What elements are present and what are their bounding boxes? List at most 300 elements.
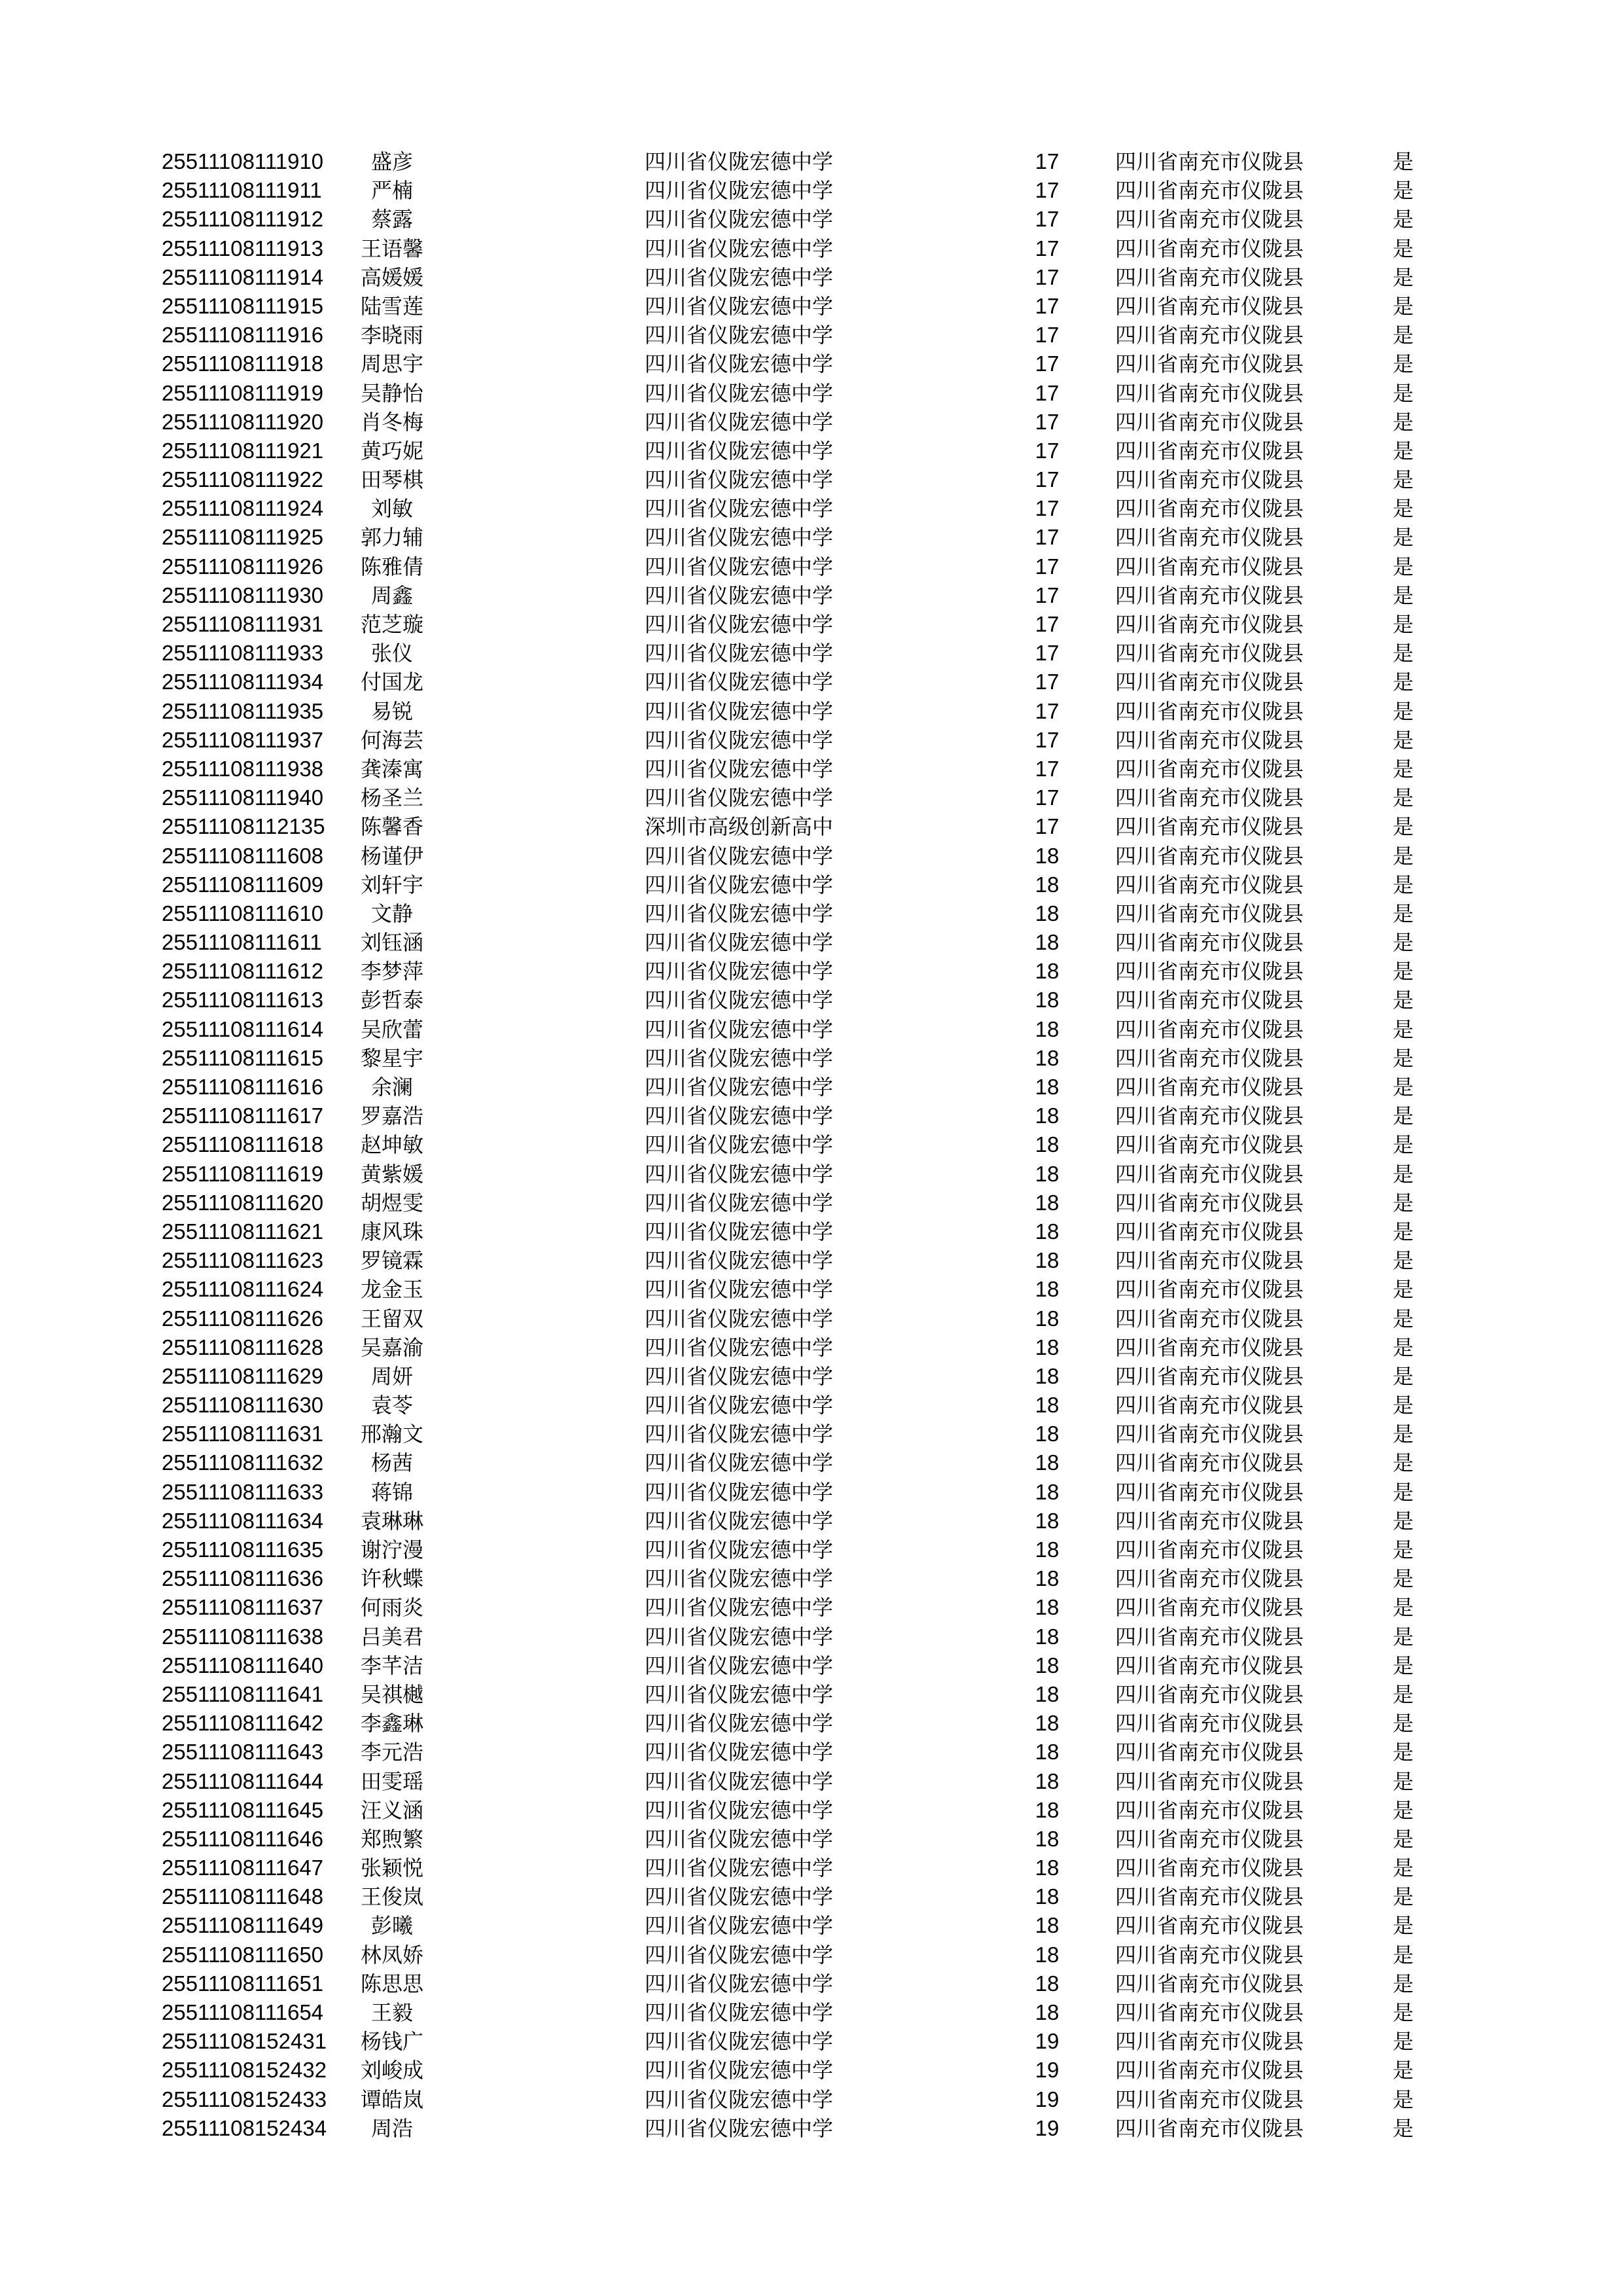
table-row xyxy=(0,1073,1623,1102)
student-name-cell: 杨圣兰 xyxy=(360,785,423,811)
table-row xyxy=(0,1680,1623,1709)
school-cell: 四川省仪陇宏德中学 xyxy=(645,1740,834,1765)
age-cell: 17 xyxy=(1035,670,1060,694)
eligibility-flag-cell: 是 xyxy=(1393,2000,1414,2025)
age-cell: 17 xyxy=(1035,149,1060,173)
region-cell: 四川省南充市仪陇县 xyxy=(1115,1132,1304,1158)
student-name-cell: 周浩 xyxy=(370,2115,413,2141)
student-id-cell: 25511108111635 xyxy=(162,1537,324,1562)
student-id-cell: 25511108111641 xyxy=(162,1681,324,1706)
school-cell: 四川省仪陇宏德中学 xyxy=(645,583,834,608)
school-cell: 四川省仪陇宏德中学 xyxy=(645,236,834,261)
age-cell: 18 xyxy=(1035,1422,1060,1446)
school-cell: 四川省仪陇宏德中学 xyxy=(645,843,834,869)
table-row xyxy=(0,1911,1623,1940)
region-cell: 四川省南充市仪陇县 xyxy=(1115,554,1304,579)
region-cell: 四川省南充市仪陇县 xyxy=(1115,1768,1304,1794)
student-id-cell: 25511108111619 xyxy=(162,1161,324,1186)
student-id-cell: 25511108111645 xyxy=(162,1797,324,1822)
student-id-cell: 25511108111612 xyxy=(162,959,324,984)
table-row xyxy=(0,263,1623,292)
eligibility-flag-cell: 是 xyxy=(1393,207,1414,232)
eligibility-flag-cell: 是 xyxy=(1393,1768,1414,1794)
student-name-cell: 李元浩 xyxy=(360,1740,423,1765)
student-id-cell: 25511108111644 xyxy=(162,1768,324,1793)
region-cell: 四川省南充市仪陇县 xyxy=(1115,1942,1304,1967)
region-cell: 四川省南充市仪陇县 xyxy=(1115,1422,1304,1447)
student-name-cell: 田琴棋 xyxy=(360,467,423,493)
table-row xyxy=(0,639,1623,668)
age-cell: 17 xyxy=(1035,323,1060,348)
age-cell: 18 xyxy=(1035,1479,1060,1504)
table-row xyxy=(0,1246,1623,1275)
age-cell: 18 xyxy=(1035,1595,1060,1620)
student-name-cell: 龙金玉 xyxy=(360,1277,423,1302)
table-row xyxy=(0,1796,1623,1825)
table-row xyxy=(0,1593,1623,1622)
region-cell: 四川省南充市仪陇县 xyxy=(1115,2115,1304,2141)
student-name-cell: 蔡露 xyxy=(370,207,413,232)
student-name-cell: 严楠 xyxy=(370,178,413,204)
student-name-cell: 吴祺樾 xyxy=(360,1681,423,1707)
table-row xyxy=(0,321,1623,350)
table-row xyxy=(0,1507,1623,1535)
eligibility-flag-cell: 是 xyxy=(1393,1479,1414,1505)
eligibility-flag-cell: 是 xyxy=(1393,1363,1414,1389)
table-row xyxy=(0,1623,1623,1651)
region-cell: 四川省南充市仪陇县 xyxy=(1115,1884,1304,1910)
table-row xyxy=(0,1275,1623,1304)
age-cell: 17 xyxy=(1035,698,1060,723)
eligibility-flag-cell: 是 xyxy=(1393,2087,1414,2112)
student-name-cell: 易锐 xyxy=(370,698,413,724)
school-cell: 四川省仪陇宏德中学 xyxy=(645,901,834,926)
age-cell: 18 xyxy=(1035,1045,1060,1070)
student-name-cell: 彭曦 xyxy=(370,1913,413,1939)
table-row xyxy=(0,1160,1623,1189)
age-cell: 18 xyxy=(1035,1826,1060,1851)
student-name-cell: 郭力辅 xyxy=(360,525,423,550)
age-cell: 17 xyxy=(1035,496,1060,521)
school-cell: 四川省仪陇宏德中学 xyxy=(645,1681,834,1707)
student-id-cell: 25511108152434 xyxy=(162,2115,327,2140)
student-id-cell: 25511108111915 xyxy=(162,293,324,318)
student-name-cell: 黄紫媛 xyxy=(360,1161,423,1187)
student-id-cell: 25511108111920 xyxy=(162,409,324,434)
student-name-cell: 罗镜霖 xyxy=(360,1248,423,1274)
school-cell: 四川省仪陇宏德中学 xyxy=(645,872,834,897)
table-row xyxy=(0,234,1623,263)
eligibility-flag-cell: 是 xyxy=(1393,2058,1414,2083)
student-name-cell: 罗嘉浩 xyxy=(360,1103,423,1129)
eligibility-flag-cell: 是 xyxy=(1393,756,1414,781)
age-cell: 18 xyxy=(1035,1016,1060,1041)
student-name-cell: 汪义涵 xyxy=(360,1797,423,1823)
student-id-cell: 25511108111654 xyxy=(162,2000,324,2024)
school-cell: 四川省仪陇宏德中学 xyxy=(645,1132,834,1158)
student-name-cell: 李芊洁 xyxy=(360,1653,423,1678)
region-cell: 四川省南充市仪陇县 xyxy=(1115,2087,1304,2112)
school-cell: 四川省仪陇宏德中学 xyxy=(645,380,834,406)
eligibility-flag-cell: 是 xyxy=(1393,670,1414,695)
table-row xyxy=(0,1102,1623,1130)
eligibility-flag-cell: 是 xyxy=(1393,901,1414,926)
student-id-cell: 25511108152431 xyxy=(162,2029,327,2054)
region-cell: 四川省南充市仪陇县 xyxy=(1115,843,1304,869)
region-cell: 四川省南充市仪陇县 xyxy=(1115,583,1304,608)
school-cell: 四川省仪陇宏德中学 xyxy=(645,727,834,753)
school-cell: 四川省仪陇宏德中学 xyxy=(645,1335,834,1360)
student-list-table xyxy=(0,147,1623,2143)
eligibility-flag-cell: 是 xyxy=(1393,698,1414,724)
eligibility-flag-cell: 是 xyxy=(1393,351,1414,377)
student-id-cell: 25511108111931 xyxy=(162,612,324,636)
student-id-cell: 25511108111636 xyxy=(162,1566,324,1591)
age-cell: 18 xyxy=(1035,901,1060,925)
region-cell: 四川省南充市仪陇县 xyxy=(1115,1075,1304,1100)
table-row xyxy=(0,523,1623,552)
student-id-cell: 25511108111634 xyxy=(162,1508,324,1533)
age-cell: 18 xyxy=(1035,1075,1060,1099)
eligibility-flag-cell: 是 xyxy=(1393,1045,1414,1071)
eligibility-flag-cell: 是 xyxy=(1393,641,1414,666)
school-cell: 四川省仪陇宏德中学 xyxy=(645,149,834,174)
student-name-cell: 周鑫 xyxy=(370,583,413,608)
age-cell: 18 xyxy=(1035,1306,1060,1331)
student-id-cell: 25511108111648 xyxy=(162,1884,324,1909)
table-row xyxy=(0,1709,1623,1738)
eligibility-flag-cell: 是 xyxy=(1393,1711,1414,1736)
student-id-cell: 25511108111935 xyxy=(162,698,324,723)
eligibility-flag-cell: 是 xyxy=(1393,2029,1414,2054)
region-cell: 四川省南充市仪陇县 xyxy=(1115,2000,1304,2025)
region-cell: 四川省南充市仪陇县 xyxy=(1115,525,1304,550)
school-cell: 四川省仪陇宏德中学 xyxy=(645,1045,834,1071)
student-id-cell: 25511108111624 xyxy=(162,1277,324,1302)
eligibility-flag-cell: 是 xyxy=(1393,1161,1414,1187)
student-id-cell: 25511108111628 xyxy=(162,1335,324,1359)
table-row xyxy=(0,668,1623,696)
region-cell: 四川省南充市仪陇县 xyxy=(1115,467,1304,493)
eligibility-flag-cell: 是 xyxy=(1393,1595,1414,1621)
region-cell: 四川省南充市仪陇县 xyxy=(1115,814,1304,840)
school-cell: 四川省仪陇宏德中学 xyxy=(645,1508,834,1534)
table-row xyxy=(0,1478,1623,1507)
student-name-cell: 王俊岚 xyxy=(360,1884,423,1910)
eligibility-flag-cell: 是 xyxy=(1393,988,1414,1013)
school-cell: 四川省仪陇宏德中学 xyxy=(645,264,834,290)
eligibility-flag-cell: 是 xyxy=(1393,554,1414,579)
school-cell: 四川省仪陇宏德中学 xyxy=(645,959,834,984)
school-cell: 四川省仪陇宏德中学 xyxy=(645,1306,834,1331)
region-cell: 四川省南充市仪陇县 xyxy=(1115,1161,1304,1187)
region-cell: 四川省南充市仪陇县 xyxy=(1115,1479,1304,1505)
school-cell: 四川省仪陇宏德中学 xyxy=(645,178,834,204)
eligibility-flag-cell: 是 xyxy=(1393,1537,1414,1562)
table-row xyxy=(0,437,1623,465)
age-cell: 18 xyxy=(1035,1450,1060,1475)
table-row xyxy=(0,870,1623,899)
table-row xyxy=(0,350,1623,378)
student-name-cell: 陈雅倩 xyxy=(360,554,423,579)
region-cell: 四川省南充市仪陇县 xyxy=(1115,351,1304,377)
region-cell: 四川省南充市仪陇县 xyxy=(1115,1335,1304,1360)
student-name-cell: 谢泞漫 xyxy=(360,1537,423,1562)
age-cell: 19 xyxy=(1035,2087,1060,2111)
eligibility-flag-cell: 是 xyxy=(1393,612,1414,637)
student-name-cell: 吕美君 xyxy=(360,1624,423,1649)
student-id-cell: 25511108111914 xyxy=(162,264,324,289)
age-cell: 17 xyxy=(1035,207,1060,232)
student-name-cell: 杨钱广 xyxy=(360,2029,423,2054)
region-cell: 四川省南充市仪陇县 xyxy=(1115,1595,1304,1621)
school-cell: 四川省仪陇宏德中学 xyxy=(645,1711,834,1736)
student-name-cell: 王毅 xyxy=(370,2000,413,2025)
student-name-cell: 黎星宇 xyxy=(360,1045,423,1071)
region-cell: 四川省南充市仪陇县 xyxy=(1115,1103,1304,1129)
table-row xyxy=(0,1448,1623,1477)
age-cell: 17 xyxy=(1035,293,1060,318)
student-name-cell: 谭皓岚 xyxy=(360,2087,423,2112)
school-cell: 四川省仪陇宏德中学 xyxy=(645,1797,834,1823)
age-cell: 19 xyxy=(1035,2029,1060,2054)
school-cell: 四川省仪陇宏德中学 xyxy=(645,409,834,435)
table-row xyxy=(0,1854,1623,1882)
table-row xyxy=(0,1767,1623,1796)
school-cell: 四川省仪陇宏德中学 xyxy=(645,1363,834,1389)
table-row xyxy=(0,842,1623,870)
eligibility-flag-cell: 是 xyxy=(1393,1450,1414,1476)
table-row xyxy=(0,147,1623,176)
student-name-cell: 杨茜 xyxy=(370,1450,413,1476)
student-id-cell: 25511108111630 xyxy=(162,1393,324,1418)
school-cell: 四川省仪陇宏德中学 xyxy=(645,1161,834,1187)
age-cell: 18 xyxy=(1035,1277,1060,1302)
age-cell: 18 xyxy=(1035,1103,1060,1128)
school-cell: 四川省仪陇宏德中学 xyxy=(645,1393,834,1418)
eligibility-flag-cell: 是 xyxy=(1393,149,1414,174)
student-id-cell: 25511108111646 xyxy=(162,1826,324,1851)
student-name-cell: 杨谨伊 xyxy=(360,843,423,869)
student-id-cell: 25511108111940 xyxy=(162,785,324,810)
student-id-cell: 25511108111642 xyxy=(162,1711,324,1736)
region-cell: 四川省南充市仪陇县 xyxy=(1115,727,1304,753)
age-cell: 18 xyxy=(1035,1768,1060,1793)
school-cell: 四川省仪陇宏德中学 xyxy=(645,930,834,956)
region-cell: 四川省南充市仪陇县 xyxy=(1115,930,1304,956)
age-cell: 18 xyxy=(1035,1363,1060,1388)
student-id-cell: 25511108111637 xyxy=(162,1595,324,1620)
age-cell: 17 xyxy=(1035,814,1060,839)
student-id-cell: 25511108111638 xyxy=(162,1624,324,1649)
student-id-cell: 25511108111930 xyxy=(162,583,324,607)
student-id-cell: 25511108111620 xyxy=(162,1190,324,1215)
student-name-cell: 周妍 xyxy=(370,1363,413,1389)
region-cell: 四川省南充市仪陇县 xyxy=(1115,612,1304,637)
school-cell: 四川省仪陇宏德中学 xyxy=(645,670,834,695)
eligibility-flag-cell: 是 xyxy=(1393,1740,1414,1765)
age-cell: 17 xyxy=(1035,583,1060,607)
region-cell: 四川省南充市仪陇县 xyxy=(1115,236,1304,261)
student-name-cell: 吴嘉渝 xyxy=(360,1335,423,1360)
eligibility-flag-cell: 是 xyxy=(1393,1884,1414,1910)
eligibility-flag-cell: 是 xyxy=(1393,438,1414,463)
age-cell: 17 xyxy=(1035,727,1060,752)
student-name-cell: 范芝璇 xyxy=(360,612,423,637)
region-cell: 四川省南充市仪陇县 xyxy=(1115,1190,1304,1215)
region-cell: 四川省南充市仪陇县 xyxy=(1115,1856,1304,1881)
region-cell: 四川省南充市仪陇县 xyxy=(1115,698,1304,724)
school-cell: 深圳市高级创新高中 xyxy=(645,814,834,840)
student-id-cell: 25511108111631 xyxy=(162,1422,324,1446)
eligibility-flag-cell: 是 xyxy=(1393,467,1414,493)
age-cell: 18 xyxy=(1035,1971,1060,1996)
student-name-cell: 余澜 xyxy=(370,1075,413,1100)
eligibility-flag-cell: 是 xyxy=(1393,1306,1414,1331)
age-cell: 18 xyxy=(1035,1132,1060,1157)
school-cell: 四川省仪陇宏德中学 xyxy=(645,1624,834,1649)
eligibility-flag-cell: 是 xyxy=(1393,1422,1414,1447)
school-cell: 四川省仪陇宏德中学 xyxy=(645,1942,834,1967)
region-cell: 四川省南充市仪陇县 xyxy=(1115,409,1304,435)
student-id-cell: 25511108111647 xyxy=(162,1856,324,1880)
age-cell: 18 xyxy=(1035,1190,1060,1215)
student-id-cell: 25511108111918 xyxy=(162,351,324,376)
student-id-cell: 25511108111609 xyxy=(162,872,324,897)
region-cell: 四川省南充市仪陇县 xyxy=(1115,1306,1304,1331)
table-row xyxy=(0,1015,1623,1044)
school-cell: 四川省仪陇宏德中学 xyxy=(645,1190,834,1215)
student-id-cell: 25511108111912 xyxy=(162,207,324,232)
region-cell: 四川省南充市仪陇县 xyxy=(1115,1277,1304,1302)
region-cell: 四川省南充市仪陇县 xyxy=(1115,785,1304,811)
region-cell: 四川省南充市仪陇县 xyxy=(1115,1537,1304,1562)
eligibility-flag-cell: 是 xyxy=(1393,1856,1414,1881)
table-row xyxy=(0,1738,1623,1767)
age-cell: 17 xyxy=(1035,438,1060,463)
student-name-cell: 王留双 xyxy=(360,1306,423,1331)
student-name-cell: 彭哲泰 xyxy=(360,988,423,1013)
student-id-cell: 25511108111910 xyxy=(162,149,324,173)
table-row xyxy=(0,1333,1623,1362)
age-cell: 18 xyxy=(1035,872,1060,897)
student-id-cell: 25511108111611 xyxy=(162,930,322,955)
eligibility-flag-cell: 是 xyxy=(1393,409,1414,435)
region-cell: 四川省南充市仪陇县 xyxy=(1115,1248,1304,1274)
school-cell: 四川省仪陇宏德中学 xyxy=(645,1277,834,1302)
eligibility-flag-cell: 是 xyxy=(1393,583,1414,608)
school-cell: 四川省仪陇宏德中学 xyxy=(645,756,834,781)
school-cell: 四川省仪陇宏德中学 xyxy=(645,496,834,522)
student-id-cell: 25511108111649 xyxy=(162,1913,324,1938)
student-name-cell: 文静 xyxy=(370,901,413,926)
age-cell: 18 xyxy=(1035,1797,1060,1822)
age-cell: 18 xyxy=(1035,843,1060,868)
student-name-cell: 刘轩宇 xyxy=(360,872,423,897)
age-cell: 18 xyxy=(1035,1219,1060,1244)
eligibility-flag-cell: 是 xyxy=(1393,930,1414,956)
table-row xyxy=(0,986,1623,1014)
eligibility-flag-cell: 是 xyxy=(1393,872,1414,897)
age-cell: 18 xyxy=(1035,1624,1060,1649)
age-cell: 19 xyxy=(1035,2115,1060,2140)
student-id-cell: 25511108111925 xyxy=(162,525,324,550)
table-row xyxy=(0,899,1623,928)
age-cell: 17 xyxy=(1035,264,1060,289)
school-cell: 四川省仪陇宏德中学 xyxy=(645,1913,834,1939)
region-cell: 四川省南充市仪陇县 xyxy=(1115,207,1304,232)
student-id-cell: 25511108111618 xyxy=(162,1132,324,1157)
region-cell: 四川省南充市仪陇县 xyxy=(1115,264,1304,290)
student-name-cell: 付国龙 xyxy=(360,670,423,695)
table-row xyxy=(0,1825,1623,1854)
student-id-cell: 25511108111650 xyxy=(162,1942,324,1967)
region-cell: 四川省南充市仪陇县 xyxy=(1115,901,1304,926)
age-cell: 18 xyxy=(1035,959,1060,984)
student-name-cell: 刘钰涵 xyxy=(360,930,423,956)
table-row xyxy=(0,1044,1623,1073)
school-cell: 四川省仪陇宏德中学 xyxy=(645,293,834,319)
eligibility-flag-cell: 是 xyxy=(1393,1016,1414,1042)
school-cell: 四川省仪陇宏德中学 xyxy=(645,612,834,637)
school-cell: 四川省仪陇宏德中学 xyxy=(645,1103,834,1129)
student-name-cell: 李梦萍 xyxy=(360,959,423,984)
student-name-cell: 盛彦 xyxy=(370,149,413,174)
student-name-cell: 张仪 xyxy=(370,641,413,666)
table-row xyxy=(0,1420,1623,1448)
eligibility-flag-cell: 是 xyxy=(1393,1826,1414,1852)
table-row xyxy=(0,1130,1623,1159)
region-cell: 四川省南充市仪陇县 xyxy=(1115,380,1304,406)
school-cell: 四川省仪陇宏德中学 xyxy=(645,1075,834,1100)
eligibility-flag-cell: 是 xyxy=(1393,1508,1414,1534)
age-cell: 17 xyxy=(1035,785,1060,810)
region-cell: 四川省南充市仪陇县 xyxy=(1115,872,1304,897)
table-row xyxy=(0,1304,1623,1333)
table-row xyxy=(0,2114,1623,2143)
region-cell: 四川省南充市仪陇县 xyxy=(1115,1681,1304,1707)
school-cell: 四川省仪陇宏德中学 xyxy=(645,988,834,1013)
student-id-cell: 25511108111643 xyxy=(162,1740,324,1765)
student-name-cell: 田雯瑶 xyxy=(360,1768,423,1794)
table-row xyxy=(0,1969,1623,1998)
student-id-cell: 25511108111633 xyxy=(162,1479,324,1504)
table-row xyxy=(0,408,1623,437)
school-cell: 四川省仪陇宏德中学 xyxy=(645,438,834,463)
age-cell: 18 xyxy=(1035,1537,1060,1562)
region-cell: 四川省南充市仪陇县 xyxy=(1115,496,1304,522)
age-cell: 17 xyxy=(1035,351,1060,376)
student-id-cell: 25511108111913 xyxy=(162,236,324,260)
school-cell: 四川省仪陇宏德中学 xyxy=(645,2058,834,2083)
region-cell: 四川省南充市仪陇县 xyxy=(1115,2058,1304,2083)
eligibility-flag-cell: 是 xyxy=(1393,2115,1414,2141)
student-name-cell: 肖冬梅 xyxy=(360,409,423,435)
school-cell: 四川省仪陇宏德中学 xyxy=(645,641,834,666)
school-cell: 四川省仪陇宏德中学 xyxy=(645,1653,834,1678)
region-cell: 四川省南充市仪陇县 xyxy=(1115,1566,1304,1592)
student-name-cell: 陈馨香 xyxy=(360,814,423,840)
eligibility-flag-cell: 是 xyxy=(1393,785,1414,811)
student-name-cell: 周思宇 xyxy=(360,351,423,377)
student-name-cell: 吴静怡 xyxy=(360,380,423,406)
student-name-cell: 黄巧妮 xyxy=(360,438,423,463)
age-cell: 17 xyxy=(1035,641,1060,666)
school-cell: 四川省仪陇宏德中学 xyxy=(645,1450,834,1476)
student-id-cell: 25511108152433 xyxy=(162,2087,327,2111)
school-cell: 四川省仪陇宏德中学 xyxy=(645,323,834,348)
age-cell: 17 xyxy=(1035,178,1060,203)
